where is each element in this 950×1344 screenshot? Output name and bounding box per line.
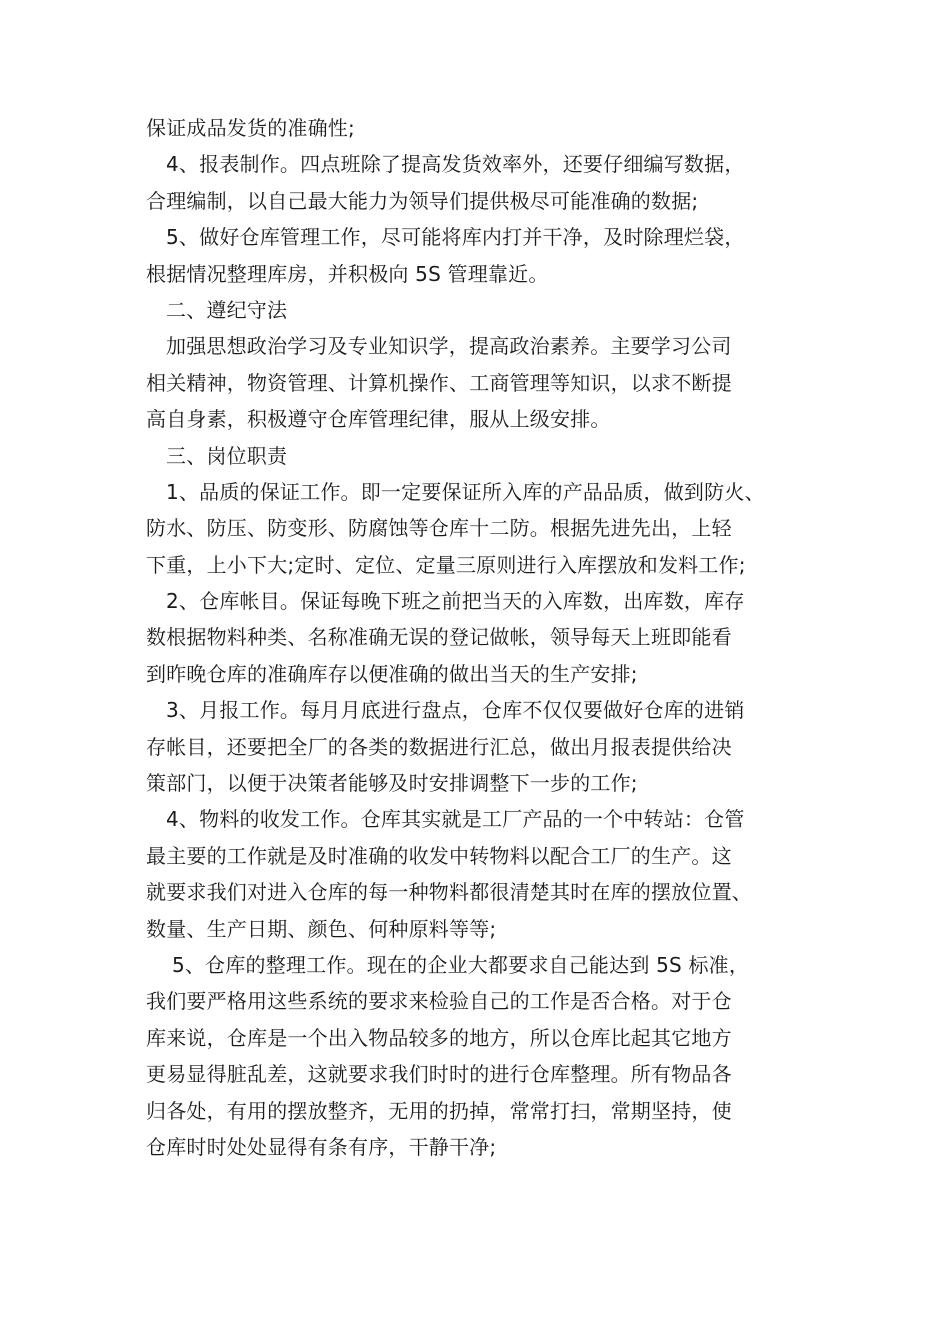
body-line: 库来说，仓库是一个出入物品较多的地方，所以仓库比起其它地方 bbox=[146, 1025, 732, 1050]
list-item-monthly-report: 3、月报工作。每月月底进行盘点，仓库不仅仅要做好仓库的进销 bbox=[166, 698, 745, 723]
list-item-report: 4、报表制作。四点班除了提高发货效率外，还要仔细编写数据， bbox=[166, 152, 745, 177]
list-item-warehouse-management: 5、做好仓库管理工作，尽可能将库内打并干净，及时除理烂袋， bbox=[166, 225, 745, 250]
body-line: 下重，上小下大;定时、定位、定量三原则进行入库摆放和发料工作; bbox=[146, 552, 746, 577]
body-line: 仓库时时处处显得有条有序，干静干净; bbox=[146, 1134, 497, 1159]
section-heading-duties: 三、岗位职责 bbox=[166, 443, 288, 468]
document-body bbox=[146, 110, 826, 1165]
body-line: 策部门，以便于决策者能够及时安排调整下一步的工作; bbox=[146, 771, 638, 796]
body-line: 到昨晚仓库的准确库存以便准确的做出当天的生产安排; bbox=[146, 661, 638, 686]
body-line: 就要求我们对进入仓库的每一种物料都很清楚其时在库的摆放位置、 bbox=[146, 880, 752, 905]
body-line: 数根据物料种类、名称准确无误的登记做帐，领导每天上班即能看 bbox=[146, 625, 732, 650]
body-line: 最主要的工作就是及时准确的收发中转物料以配合工厂的生产。这 bbox=[146, 843, 732, 868]
list-item-quality: 1、品质的保证工作。即一定要保证所入库的产品品质，做到防火、 bbox=[166, 479, 765, 504]
list-item-organization: 5、仓库的整理工作。现在的企业大都要求自己能达到 5S 标准， bbox=[172, 952, 750, 977]
section-heading-discipline: 二、遵纪守法 bbox=[166, 297, 288, 322]
body-line: 数量、生产日期、颜色、何种原料等等; bbox=[146, 916, 497, 941]
body-line: 存帐目，还要把全厂的各类的数据进行汇总，做出月报表提供给决 bbox=[146, 734, 732, 759]
body-line: 根据情况整理库房，并积极向 5S 管理靠近。 bbox=[146, 261, 549, 286]
body-line: 我们要严格用这些系统的要求来检验自己的工作是否合格。对于仓 bbox=[146, 989, 732, 1014]
body-line: 保证成品发货的准确性; bbox=[146, 116, 355, 140]
body-line: 归各处，有用的摆放整齐，无用的扔掉，常常打扫，常期坚持，使 bbox=[146, 1098, 732, 1123]
body-line: 相关精神，物资管理、计算机操作、工商管理等知识，以求不断提 bbox=[146, 370, 732, 395]
list-item-materials: 4、物料的收发工作。仓库其实就是工厂产品的一个中转站：仓管 bbox=[166, 807, 745, 832]
body-line: 更易显得脏乱差，这就要求我们时时的进行仓库整理。所有物品各 bbox=[146, 1062, 732, 1087]
paragraph-line: 加强思想政治学习及专业知识学，提高政治素养。主要学习公司 bbox=[166, 334, 732, 359]
body-line: 合理编制，以自己最大能力为领导们提供极尽可能准确的数据; bbox=[146, 188, 699, 213]
list-item-accounts: 2、仓库帐目。保证每晚下班之前把当天的入库数，出库数，库存 bbox=[166, 589, 745, 614]
body-line: 防水、防压、防变形、防腐蚀等仓库十二防。根据先进先出，上轻 bbox=[146, 516, 732, 541]
body-line: 高自身素，积极遵守仓库管理纪律，服从上级安排。 bbox=[146, 407, 611, 432]
